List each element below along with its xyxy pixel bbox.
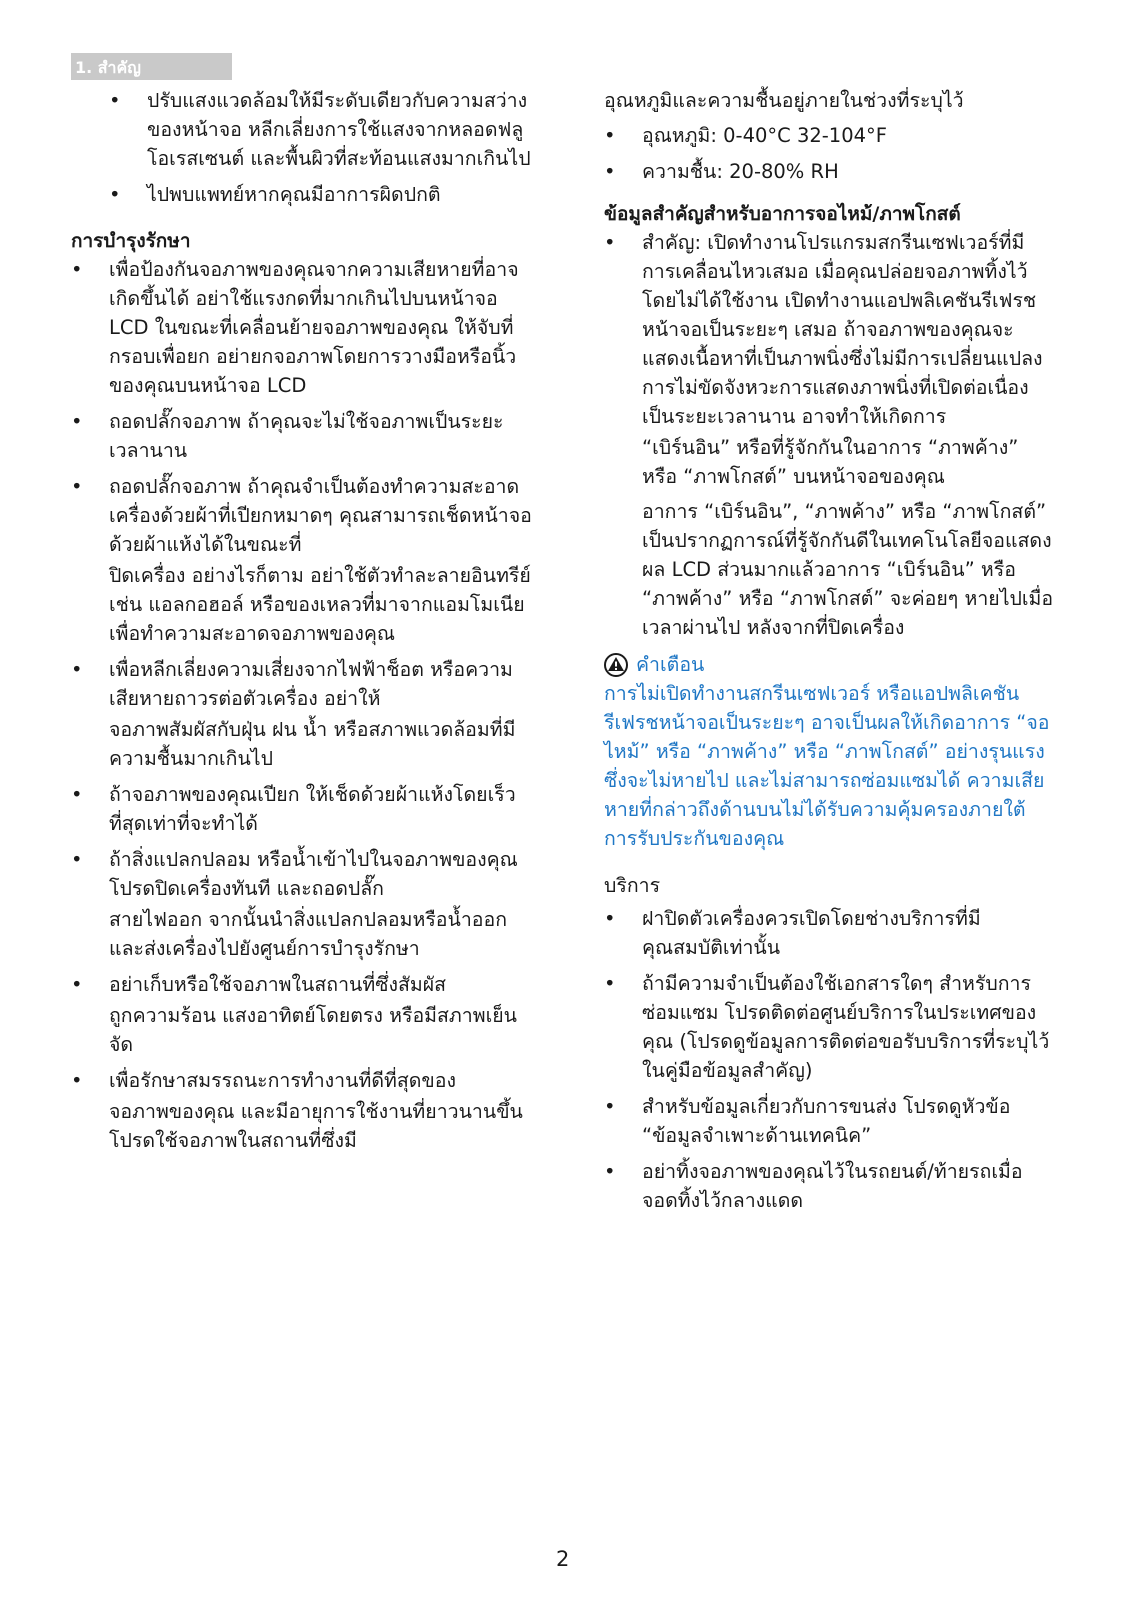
list-item: • ถอดปลั๊กจอภาพ ถ้าคุณจะไม่ใช้จอภาพเป็นระยะเวลานาน [71, 410, 504, 462]
warning-body: การไม่เปิดทำงานสกรีนเซฟเวอร์ หรือแอปพลิเคชันรีเฟรชหน้าจอเป็นระยะๆ อาจเป็นผลให้เกิดอาการ “จอไหม้” หรือ “ภาพค้าง” หรือ “ภาพโกสต์” อย่างรุนแรง ซึ่งจะไม่หายไป และไม่สามารถซ่อมแซมได้ ความเสียหายที่กล่าวถึงด้านบนไม่ได้รับความคุ้มครองภายใต้การรับประกันของคุณ [604, 682, 1050, 850]
list-item: • ความชื้น: 20-80% RH [604, 160, 839, 183]
section-tab-label: 1. สำคัญ [75, 58, 141, 77]
list-item: • ถอดปลั๊กจอภาพ ถ้าคุณจำเป็นต้องทำความสะอาดเครื่องด้วยผ้าที่เปียกหมาดๆ คุณสามารถเช็ดหน้าจอด้วยผ้าแห้งได้ในขณะที่ ปิดเครื่อง อย่างไรก็ตาม อย่าใช้ตัวทำละลายอินทรีย์ เช่น แอลกอฮอล์ หรือของเหลวที่มาจากแอมโมเนีย เพื่อทำความสะอาดจอภาพของคุณ [71, 475, 532, 645]
service-heading: บริการ [604, 874, 661, 897]
page-number: 2 [556, 1547, 570, 1571]
list-item: • ไปพบแพทย์หากคุณมีอาการผิดปกติ [109, 183, 441, 206]
list-item: • อย่าทิ้งจอภาพของคุณไว้ในรถยนต์/ท้ายรถเมื่อจอดทิ้งไว้กลางแดด [604, 1160, 1023, 1212]
list-item: • อย่าเก็บหรือใช้จอภาพในสถานที่ซึ่งสัมผัส ถูกความร้อน แสงอาทิตย์โดยตรง หรือมีสภาพเย็นจัด [71, 973, 518, 1056]
list-item: • ถ้าสิ่งแปลกปลอม หรือน้ำเข้าไปในจอภาพของคุณ โปรดปิดเครื่องทันที และถอดปลั๊ก สายไฟออก จากนั้นนำสิ่งแปลกปลอมหรือน้ำออก และส่งเครื่องไปยังศูนย์การบำรุงรักษา [71, 848, 518, 960]
warning-title: คำเตือน [604, 650, 1054, 679]
list-item: • ฝาปิดตัวเครื่องควรเปิดโดยช่างบริการที่มีคุณสมบัติเท่านั้น [604, 907, 981, 959]
list-item: • เพื่อหลีกเลี่ยงความเสี่ยงจากไฟฟ้าช็อต หรือความเสียหายถาวรต่อตัวเครื่อง อย่าให้ จอภาพสัมผัสกับฝุ่น ฝน น้ำ หรือสภาพแวดล้อมที่มีความชื้นมากเกินไป [71, 658, 516, 770]
list-item: • สำหรับข้อมูลเกี่ยวกับการขนส่ง โปรดดูหัวข้อ “ข้อมูลจำเพาะด้านเทคนิค” [604, 1095, 1011, 1147]
list-item: • สำคัญ: เปิดทำงานโปรแกรมสกรีนเซฟเวอร์ที่มีการเคลื่อนไหวเสมอ เมื่อคุณปล่อยจอภาพทิ้งไว้โดยไม่ได้ใช้งาน เปิดทำงานแอปพลิเคชันรีเฟรชหน้าจอเป็นระยะๆ เสมอ ถ้าจอภาพของคุณจะแสดงเนื้อหาที่เป็นภาพนิ่งซึ่งไม่มีการเปลี่ยนแปลง การไม่ขัดจังหวะการแสดงภาพนิ่งที่เปิดต่อเนื่องเป็นระยะเวลานาน อาจทำให้เกิดการ “เบิร์นอิน” หรือที่รู้จักกันในอาการ “ภาพค้าง” หรือ “ภาพโกสต์” บนหน้าจอของคุณ อาการ “เบิร์นอิน”, “ภาพค้าง” หรือ “ภาพโกสต์” เป็นปรากฏการณ์ที่รู้จักกันดีในเทคโนโลยีจอแสดงผล LCD ส่วนมากแล้วอาการ “เบิร์นอิน” หรือ “ภาพค้าง” หรือ “ภาพโกสต์” จะค่อยๆ หายไปเมื่อเวลาผ่านไป หลังจากที่ปิดเครื่อง [604, 231, 1054, 639]
list-item: • เพื่อป้องกันจอภาพของคุณจากความเสียหายที่อาจเกิดขึ้นได้ อย่าใช้แรงกดที่มากเกินไปบนหน้าจอ LCD ในขณะที่เคลื่อนย้ายจอภาพของคุณ ให้จับที่กรอบเพื่อยก อย่ายกจอภาพโดยการวางมือหรือนิ้วของคุณบนหน้าจอ LCD [71, 258, 519, 397]
maintenance-heading: การบำรุงรักษา [71, 230, 191, 252]
list-item: • ปรับแสงแวดล้อมให้มีระดับเดียวกับความสว่างของหน้าจอ หลีกเลี่ยงการใช้แสงจากหลอดฟลูโอเรสเซนต์ และพื้นผิวที่สะท้อนแสงมากเกินไป [109, 89, 531, 170]
warning-icon [604, 653, 628, 677]
left-column [71, 86, 541, 1162]
right-column [604, 86, 1054, 1222]
list-item: • ถ้ามีความจำเป็นต้องใช้เอกสารใดๆ สำหรับการซ่อมแซม โปรดติดต่อศูนย์บริการในประเทศของคุณ (โปรดดูข้อมูลการติดต่อขอรับบริการที่ระบุไว้ในคู่มือข้อมูลสำคัญ) [604, 972, 1050, 1082]
environment-intro: อุณหภูมิและความชื้นอยู่ภายในช่วงที่ระบุไว้ [604, 89, 964, 112]
burnin-heading: ข้อมูลสำคัญสำหรับอาการจอไหม้/ภาพโกสต์ [604, 203, 961, 225]
section-tab [71, 53, 232, 80]
list-item: • อุณหภูมิ: 0-40°C 32-104°F [604, 124, 887, 147]
list-item: • ถ้าจอภาพของคุณเปียก ให้เช็ดด้วยผ้าแห้งโดยเร็วที่สุดเท่าที่จะทำได้ [71, 783, 516, 835]
list-item: • เพื่อรักษาสมรรถนะการทำงานที่ดีที่สุดของ จอภาพของคุณ และมีอายุการใช้งานที่ยาวนานขึ้น โปรดใช้จอภาพในสถานที่ซึ่งมี [71, 1069, 523, 1152]
